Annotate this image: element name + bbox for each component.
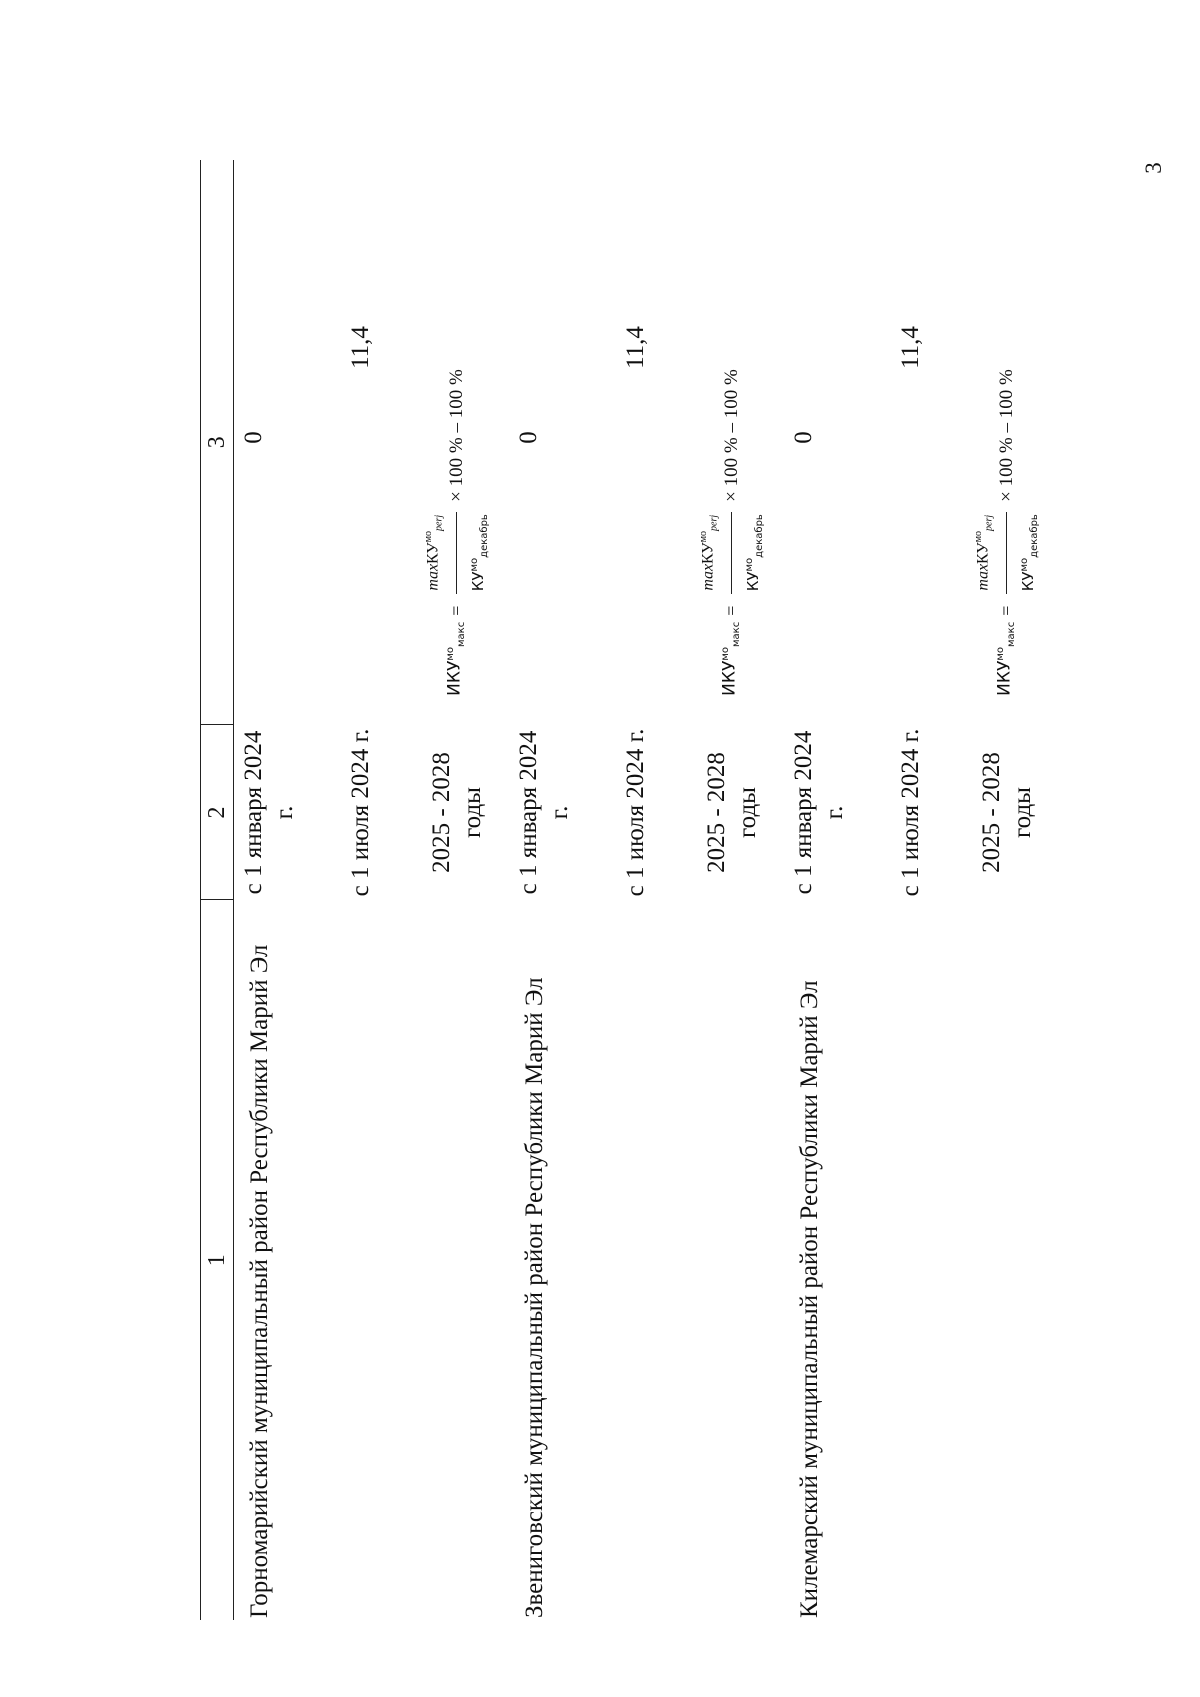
column-header-2: 2 [201, 725, 234, 900]
column-header-3: 3 [201, 160, 234, 725]
table-row [234, 160, 510, 1620]
index-formula [413, 369, 501, 696]
formula-item [404, 160, 509, 725]
value-item: 11,4 [346, 326, 374, 369]
formula-equals: = [995, 605, 1016, 616]
value-item: 0 [515, 431, 542, 444]
region-name: Горномарийский муниципальный район Республики Марий Эл [246, 944, 273, 1618]
region-cell [509, 900, 784, 1620]
table-row [784, 160, 1059, 1620]
period-item: 2025 - 2028 годы [977, 752, 1036, 873]
period-item: 2025 - 2028 годы [427, 752, 486, 873]
formula-tail: × 100 % – 100 % [720, 369, 742, 502]
region-name: Килемарский муниципальный район Республики Марий Эл [796, 980, 823, 1618]
period-item: с 1 января 2024 г. [240, 730, 298, 895]
formula-equals: = [445, 605, 466, 616]
period-item: с 1 июля 2024 г. [896, 728, 924, 897]
formula-lhs: $ИКУ^{мо}_{макс}$ [995, 621, 1018, 696]
formula-fraction: maxКУ$^{мо}_{perj}$ $КУ^{мо}_{декабрь}$ [963, 512, 1051, 594]
formula-lhs: $ИКУ^{мо}_{макс}$ [720, 621, 743, 696]
page-number: 3 [1141, 162, 1166, 174]
period-item: с 1 января 2024 г. [790, 730, 848, 895]
formula-fraction: maxКУ$^{мо}_{perj}$ $КУ^{мо}_{декабрь}$ [413, 512, 501, 594]
formula-tail: × 100 % – 100 % [445, 369, 467, 502]
value-cell [509, 160, 784, 725]
index-formula [688, 369, 776, 696]
column-header-1: 1 [201, 900, 234, 1620]
value-cell [234, 160, 510, 725]
value-cell [784, 160, 1059, 725]
period-cell [234, 725, 510, 900]
period-item: 2025 - 2028 годы [702, 752, 761, 873]
formula-equals: = [720, 605, 741, 616]
formula-lhs: $ИКУ^{мо}_{макс}$ [445, 621, 468, 696]
table-row [509, 160, 784, 1620]
formula-tail: × 100 % – 100 % [995, 369, 1017, 502]
region-name: Звениговский муниципальный район Республики Марий Эл [521, 977, 548, 1618]
tariff-table [200, 160, 1059, 1620]
region-cell [234, 900, 510, 1620]
period-item: с 1 июля 2024 г. [621, 728, 649, 897]
formula-item [954, 160, 1059, 725]
value-item: 0 [790, 431, 817, 444]
region-cell [784, 900, 1059, 1620]
period-item: с 1 июля 2024 г. [346, 728, 374, 897]
period-cell [784, 725, 1059, 900]
period-item: с 1 января 2024 г. [515, 730, 573, 895]
table-header-row [201, 160, 234, 1620]
value-item: 11,4 [621, 326, 649, 369]
period-cell [509, 725, 784, 900]
index-formula [963, 369, 1051, 696]
rotated-table-container [200, 160, 1041, 1620]
value-item: 0 [240, 431, 267, 444]
formula-item [679, 160, 784, 725]
value-item: 11,4 [896, 326, 924, 369]
formula-fraction: maxКУ$^{мо}_{perj}$ $КУ^{мо}_{декабрь}$ [688, 512, 776, 594]
